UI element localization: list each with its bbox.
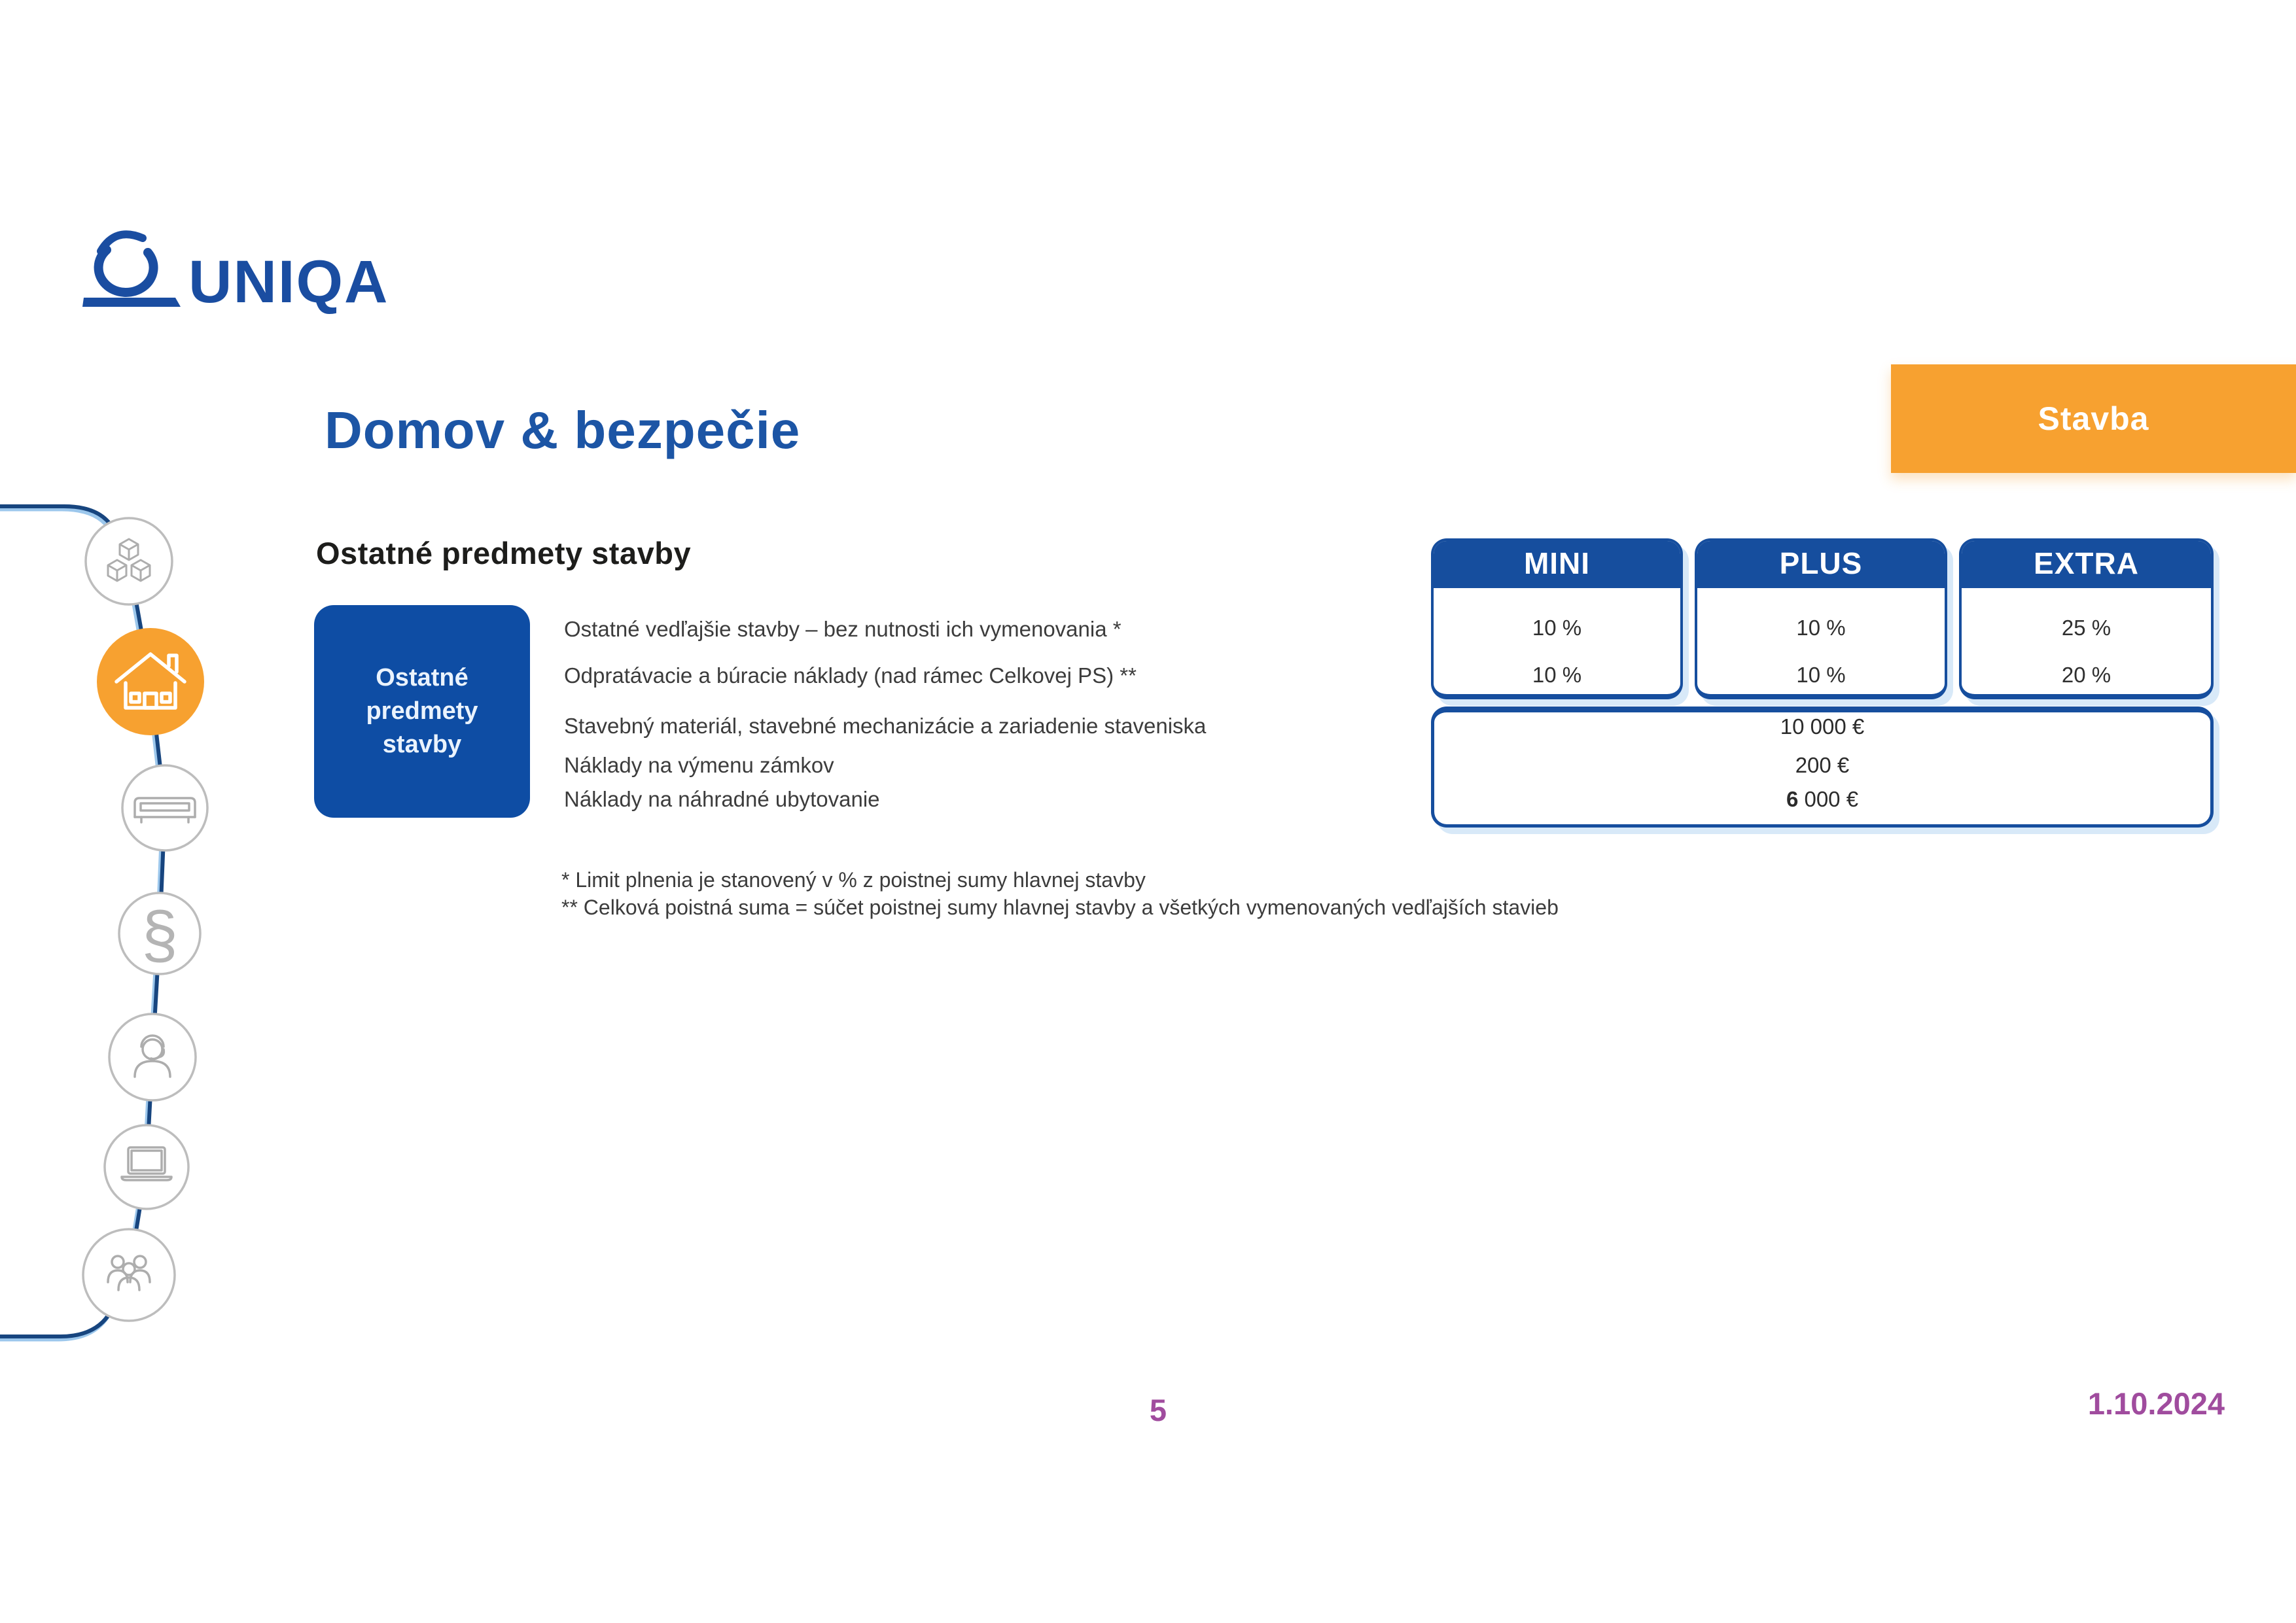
plan-value: 25 % <box>2061 616 2111 640</box>
plan-label: EXTRA <box>2034 546 2139 580</box>
page-title: Domov & bezpečie <box>325 401 801 459</box>
shared-value-rest: 000 € <box>1798 787 1859 811</box>
plan-label: MINI <box>1523 546 1591 580</box>
coverage-row: Stavebný materiál, stavebné mechanizácie a zariadenie staveniska <box>564 714 1207 738</box>
plan-value: 20 % <box>2061 663 2111 687</box>
slide-date: 1.10.2024 <box>2087 1386 2225 1421</box>
sidebar-item-assistance[interactable] <box>109 1014 196 1100</box>
category-tab-stavba[interactable] <box>1891 364 2296 473</box>
shared-value: 200 € <box>1795 753 1850 777</box>
category-box-line: Ostatné <box>376 664 468 691</box>
plan-card-mini <box>1431 538 1683 699</box>
coverage-row: Odpratávacie a búracie náklady (nad rámec Celkovej PS) ** <box>564 663 1137 688</box>
page-number: 5 <box>1149 1393 1167 1427</box>
category-box-line: predmety <box>366 697 478 725</box>
sidebar-item-structures[interactable] <box>86 518 172 604</box>
plan-label: PLUS <box>1779 546 1863 580</box>
shared-values-box <box>1431 707 2214 828</box>
shared-value <box>1434 785 2210 814</box>
sidebar-item-legal[interactable] <box>119 893 200 974</box>
category-box <box>314 605 530 818</box>
section-heading: Ostatné predmety stavby <box>316 536 692 570</box>
sidebar-item-building-active[interactable] <box>97 628 204 735</box>
plan-value: 10 % <box>1532 616 1582 640</box>
uniqa-q-swirl-icon <box>82 234 181 307</box>
plan-value: 10 % <box>1796 663 1846 687</box>
footnote: * Limit plnenia je stanovený v % z poistnej sumy hlavnej stavby <box>561 868 1146 892</box>
plan-header-plus <box>1697 541 1945 588</box>
sidebar-item-electronics[interactable] <box>105 1125 188 1209</box>
sidebar-nav <box>0 458 242 1387</box>
brand-wordmark: UNIQA <box>188 249 389 315</box>
category-box-line: stavby <box>382 731 462 758</box>
footnote: ** Celková poistná suma = súčet poistnej sumy hlavnej stavby a všetkých vymenovaných vedľajších stavieb <box>561 896 1559 919</box>
sidebar-item-persons[interactable] <box>83 1229 175 1321</box>
plan-header-extra <box>1962 541 2211 588</box>
plan-value: 10 % <box>1532 663 1582 687</box>
plan-header-mini <box>1434 541 1680 588</box>
plan-value: 10 % <box>1796 616 1846 640</box>
category-tab-label: Stavba <box>2038 400 2149 437</box>
plan-card-plus <box>1695 538 1947 699</box>
coverage-row: Náklady na náhradné ubytovanie <box>564 787 880 811</box>
paragraph-icon: § <box>141 898 178 971</box>
plan-card-extra <box>1959 538 2214 699</box>
shared-value-bold: 6 <box>1786 787 1799 811</box>
uniqa-logo <box>77 222 483 321</box>
shared-value: 10 000 € <box>1780 714 1865 739</box>
coverage-row: Ostatné vedľajšie stavby – bez nutnosti ich vymenovania * <box>564 617 1122 641</box>
sidebar-item-household[interactable] <box>122 765 207 850</box>
coverage-row: Náklady na výmenu zámkov <box>564 753 834 777</box>
